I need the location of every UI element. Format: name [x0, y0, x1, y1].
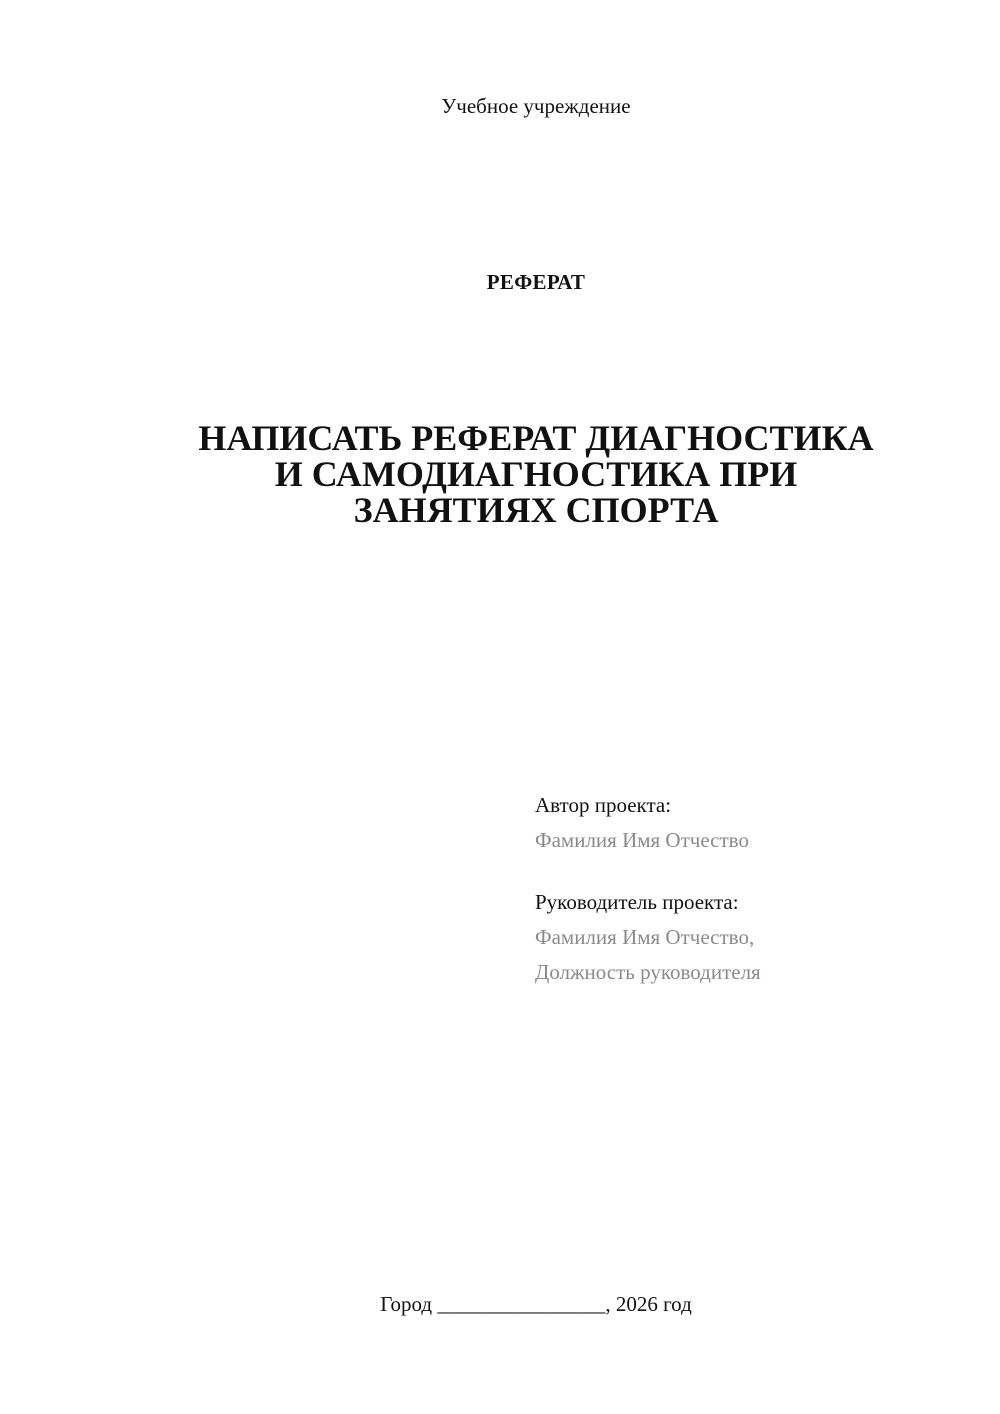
- supervisor-name: Фамилия Имя Отчество,: [535, 925, 755, 949]
- title-line-2: И САМОДИАГНОСТИКА ПРИ: [274, 454, 798, 494]
- title-line-1: НАПИСАТЬ РЕФЕРАТ ДИАГНОСТИКА: [198, 418, 874, 458]
- credits-block: [535, 788, 975, 990]
- author-label: Автор проекта:: [535, 793, 672, 817]
- title-line-3: ЗАНЯТИЯХ СПОРТА: [353, 490, 719, 530]
- author-name: Фамилия Имя Отчество: [535, 828, 749, 852]
- document-title: [160, 420, 912, 528]
- institution-name: Учебное учреждение: [441, 94, 631, 118]
- document-type: РЕФЕРАТ: [486, 270, 586, 294]
- credits-spacer: [535, 858, 975, 885]
- supervisor-label: Руководитель проекта:: [535, 890, 739, 914]
- supervisor-position: Должность руководителя: [535, 960, 761, 984]
- city-year-line: Город ________________, 2026 год: [380, 1292, 692, 1316]
